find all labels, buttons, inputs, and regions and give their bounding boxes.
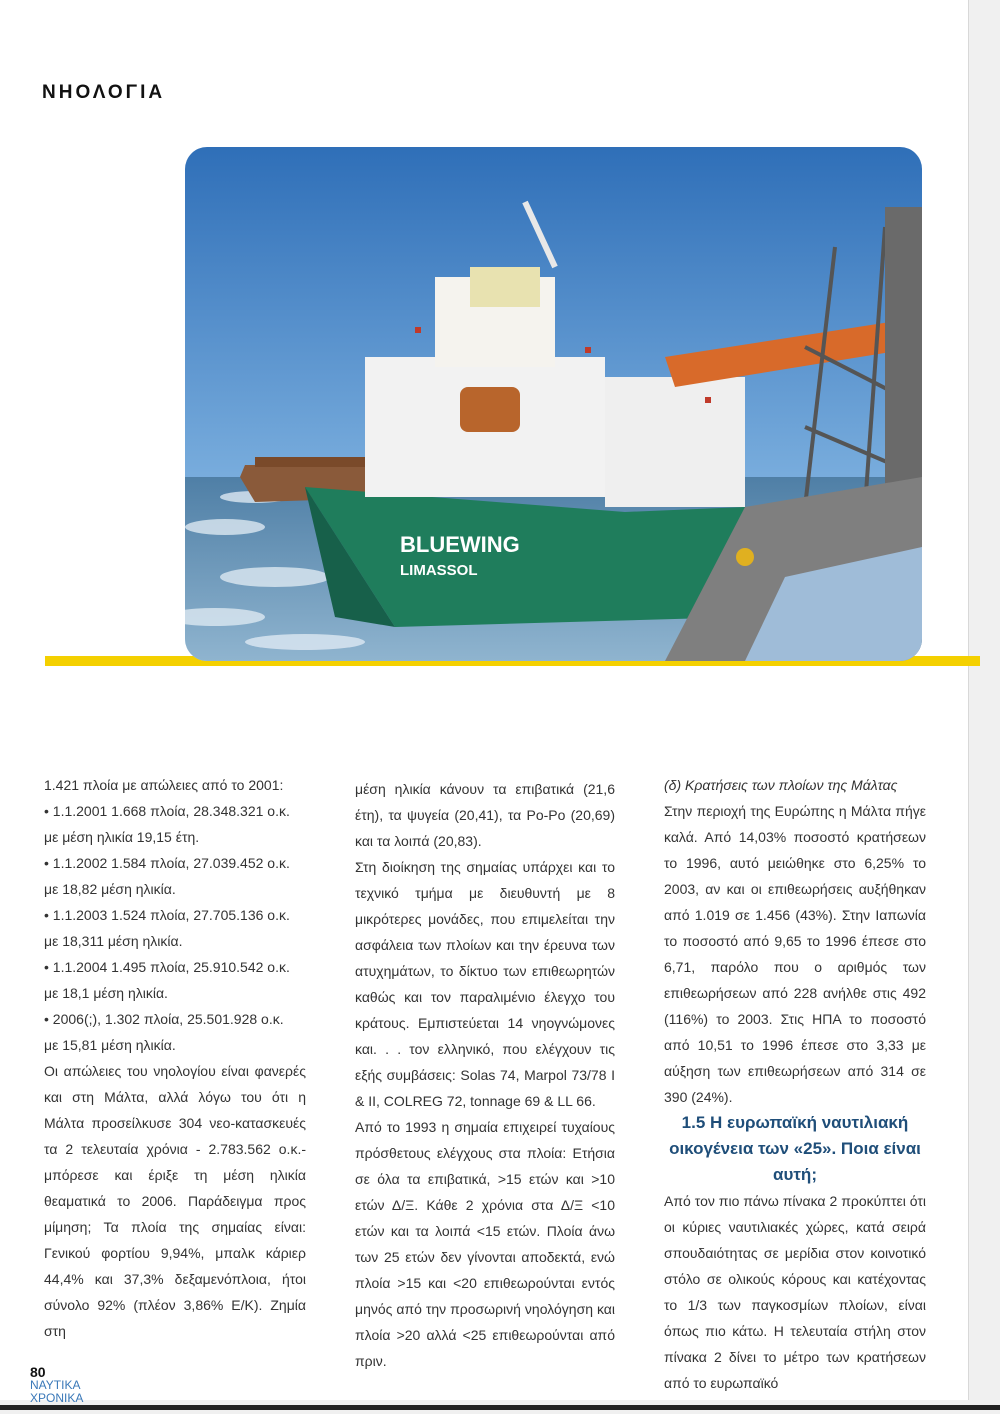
bullet-item: • 1.1.2001 1.668 πλοία, 28.348.321 ο.κ. — [44, 798, 306, 824]
bullet-item: • 1.1.2002 1.584 πλοία, 27.039.452 ο.κ. — [44, 850, 306, 876]
paragraph: Στη διοίκηση της σημαίας υπάρχει και το τεχνικό τμήμα με διευθυντή με 8 μικρότερες μονάδες, που επιμελείται την ασφάλεια των πλοίων και την έρευνα των ατυχημάτων, το δίκτυο των επιθεωρητών καθώς και τον παραλιμένιο έλεγχο του κράτους. Εμπιστεύεται 14 νηογνώμονες και. . . τον ελληνικό, που ελέγχουν τις εξής συμβάσεις: Solas 74, Marpol 73/78 I & II, COLREG 72, tonnage 69 & LL 66. — [355, 859, 615, 1109]
paragraph: με 15,81 μέση ηλικία. — [44, 1037, 176, 1053]
page-edge — [968, 0, 1000, 1414]
section-heading: 1.5 Η ευρωπαϊκή ναυτιλιακή οικογένεια των «25». Ποια είναι αυτή; — [669, 1113, 921, 1184]
subsection-caption: (δ) Κρατήσεις των πλοίων της Μάλτας — [664, 777, 898, 793]
paragraph: Από το 1993 η σημαία επιχειρεί τυχαίους πρόσθετους ελέγχους στα πλοία: Ετήσια σε όλα τα επιβατικά, >15 ετών και >10 ετών Δ/Ξ. Κάθε 2 χρόνια στα Δ/Ξ <10 ετών και τα λοιπά <15 ετών. Πλοία άνω των 25 ετών δεν γίνονται αποδεκτά, ενώ πλοία >15 και <20 επιθεωρούνται εντός μηνός από την προσωρινή νηολόγηση και πλοία >20 αλλά <25 επιθεωρούνται από πριν. — [355, 1119, 615, 1369]
bottom-rule — [0, 1405, 1000, 1410]
hull-name: BLUEWING — [400, 532, 520, 557]
ship-photo — [185, 147, 922, 661]
hull-port: LIMASSOL — [400, 562, 478, 579]
text-column-1 — [44, 772, 306, 1344]
paragraph: με 18,1 μέση ηλικία. — [44, 985, 168, 1001]
bullet-item: • 1.1.2003 1.524 πλοία, 27.705.136 ο.κ. — [44, 902, 306, 928]
paragraph: Οι απώλειες του νηολογίου είναι φανερές και στη Μάλτα, αλλά λόγω του ότι η Μάλτα προσείλκυσε 304 νεο-κατασκευές τα 2 τελευταία χρόνια - 2.783.562 ο.κ.- μπόρεσε και έριξε τη μέση ηλικία θεαματικά το 2006. Παράδειγμα προς μίμηση; Τα πλοία της σημαίας είναι: Γενικού φορτίου 9,94%, μπαλκ κάριερ 44,4% και 37,3% δεξαμενόπλοια, ήτοι σύνολο 92% (πλέον 3,86% Ε/Κ). Ζημία στη — [44, 1063, 306, 1339]
paragraph: με 18,311 μέση ηλικία. — [44, 933, 183, 949]
paragraph: με μέση ηλικία 19,15 έτη. — [44, 829, 200, 845]
paragraph: με 18,82 μέση ηλικία. — [44, 881, 176, 897]
page-number: 80 — [30, 1364, 46, 1380]
section-title: ΝΗΟΛΟΓΙΑ — [42, 82, 166, 103]
bullet-item: • 2006(;), 1.302 πλοία, 25.501.928 ο.κ. — [44, 1006, 306, 1032]
paragraph: Στην περιοχή της Ευρώπης η Μάλτα πήγε καλά. Από 14,03% ποσοστό κρατήσεων το 1996, αυτό μειώθηκε στο 6,25% το 2003, αν και οι επιθεωρήσεις αυξήθηκαν από 1.019 σε 1.456 (43%). Στην Ιαπωνία το ποσοστό από 9,65 το 1996 έπεσε στο 6,71, παρόλο που ο αριθμός των επιθεωρήσεων από 228 ανήλθε στις 492 (116%) το 2003. Στις ΗΠΑ το ποσοστό από 10,51 το 1996 έπεσε στο 3,33 με αύξηση των επιθεωρήσεων από 314 σε 390 (24%). — [664, 803, 926, 1105]
page-footer — [30, 1366, 83, 1405]
paragraph: Από τον πιο πάνω πίνακα 2 προκύπτει ότι οι κύριες ναυτιλιακές χώρες, κατά σειρά σπουδαιότητας σε μερίδια στον κοινοτικό στόλο σε ολικούς κόρους και κατέχοντας το 1/3 των παγκοσμίων πλοίων, είναι όπως πιο κάτω. Η τελευταία στήλη στον πίνακα 2 δίνει το μέτρο των κρατήσεων από το ευρωπαϊκό — [664, 1193, 926, 1391]
paragraph: μέση ηλικία κάνουν τα επιβατικά (21,6 έτη), τα ψυγεία (20,41), τα Ρο-Ρο (20,69) και τα λοιπά (20,83). — [355, 781, 615, 849]
paragraph: 1.421 πλοία με απώλειες από το 2001: — [44, 777, 284, 793]
magazine-name: ΝΑΥΤΙΚΑ — [30, 1378, 81, 1392]
magazine-name: ΧΡΟΝΙΚΑ — [30, 1391, 84, 1405]
bullet-item: • 1.1.2004 1.495 πλοία, 25.910.542 ο.κ. — [44, 954, 306, 980]
text-column-3 — [664, 772, 926, 1396]
text-column-2 — [355, 776, 615, 1374]
